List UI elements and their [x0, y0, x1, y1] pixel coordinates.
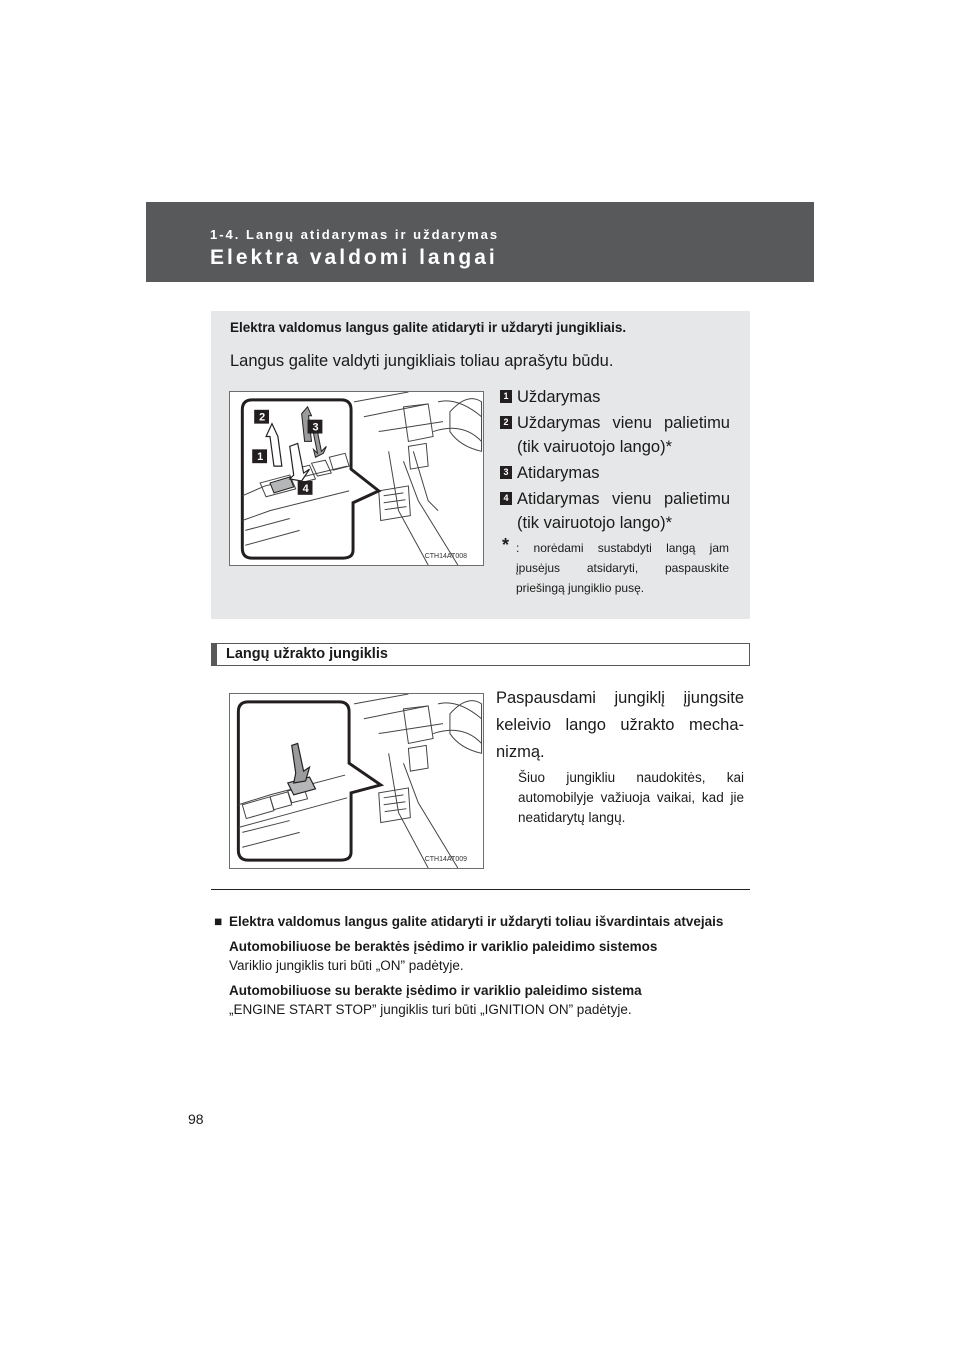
subsection-marker	[212, 644, 217, 665]
intro-text: Langus galite valdyti jungikliais toliau aprašytu būdu.	[230, 352, 614, 370]
step-label: Uždarymas	[517, 388, 601, 406]
section-label: 1-4. Langų atidarymas ir uždarymas	[210, 227, 500, 242]
header-band	[146, 202, 814, 282]
note-heading	[214, 912, 744, 931]
page-title: Elektra valdomi langai	[210, 246, 498, 269]
figure-code: CTH14AT009	[424, 856, 467, 863]
steps-list	[500, 385, 730, 537]
note-bullet: ■	[214, 914, 223, 929]
subsection-header	[211, 643, 750, 666]
callout-3: 3	[312, 421, 319, 434]
window-lock-drawing	[230, 694, 483, 868]
step-item	[500, 411, 730, 459]
step-item	[500, 461, 730, 485]
lock-description: Paspausdami jungiklį įjungsite keleivio lango užrakto mecha-nizmą.	[496, 689, 744, 761]
window-switch-drawing	[230, 392, 483, 565]
step-number: 1	[500, 390, 512, 403]
footnote-text: : norėdami sustabdyti langą jam įpusėjus atsidaryti, paspauskite priešingą jungiklio pusę.	[516, 541, 729, 595]
step-item	[500, 385, 730, 409]
note-heading-text: Elektra valdomus langus galite atidaryti ir uždaryti toliau išvardintais atvejais	[229, 914, 724, 929]
subsection-title: Langų užrakto jungiklis	[226, 646, 388, 662]
step-number: 2	[500, 416, 512, 429]
note-body: „ENGINE START STOP” jungiklis turi būti „IGNITION ON” padėtyje.	[229, 1002, 632, 1017]
callout-2: 2	[259, 411, 266, 424]
intro-bold-text: Elektra valdomus langus galite atidaryti ir uždaryti jungikliais.	[230, 320, 627, 335]
step-label: Uždarymas vienu palietimu (tik vairuotojo lango)*	[517, 414, 730, 456]
step-item	[500, 487, 730, 535]
window-switch-illustration	[229, 391, 484, 566]
page-number: 98	[188, 1111, 204, 1127]
step-number: 3	[500, 466, 512, 479]
notes-section	[214, 912, 744, 1019]
footnote-mark: *	[502, 535, 510, 555]
lock-note: Šiuo jungikliu naudokitės, kai automobilyje važiuoja vaikai, kad jie neatidarytų langų.	[518, 770, 744, 825]
footnote	[502, 535, 729, 598]
figure-code: CTH14AT008	[424, 553, 467, 560]
step-label: Atidarymas	[517, 464, 600, 482]
note-subtitle: Automobiliuose be beraktės įsėdimo ir variklio paleidimo sistemos	[229, 939, 658, 954]
note-body: Variklio jungiklis turi būti „ON” padėtyje.	[229, 958, 464, 973]
callout-4: 4	[302, 482, 309, 495]
divider	[211, 889, 750, 890]
callout-1: 1	[257, 451, 264, 464]
step-number: 4	[500, 492, 512, 505]
step-label: Atidarymas vienu palietimu (tik vairuotojo lango)*	[517, 490, 730, 532]
note-subtitle: Automobiliuose su berakte įsėdimo ir variklio paleidimo sistema	[229, 983, 642, 998]
window-lock-illustration	[229, 693, 484, 869]
